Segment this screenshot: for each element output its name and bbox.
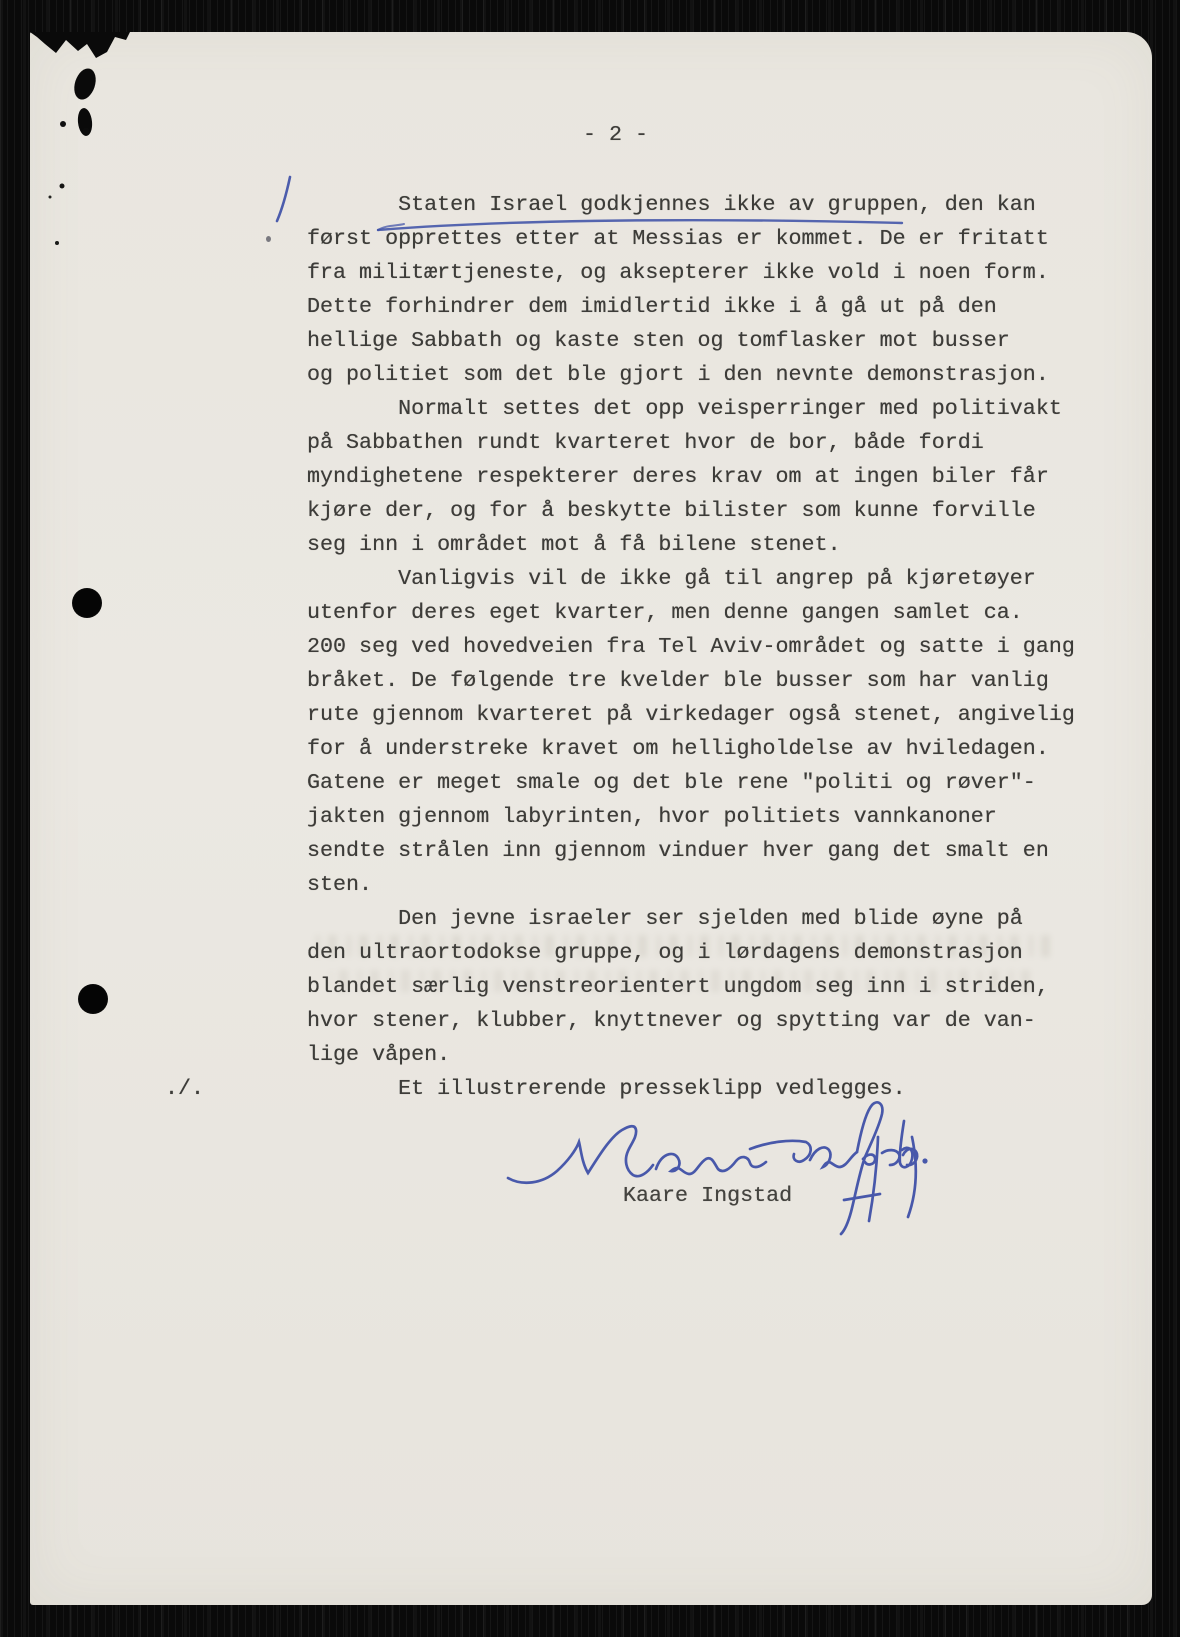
document-page xyxy=(30,32,1152,1605)
document-text-line: Et illustrerende presseklipp vedlegges. xyxy=(307,1076,906,1101)
document-text-line: utenfor deres eget kvarter, men denne gangen samlet ca. xyxy=(307,600,1023,625)
document-text-line: Den jevne israeler ser sjelden med blide øyne på xyxy=(307,906,1023,931)
document-text-line: først opprettes etter at Messias er kommet. De er fritatt xyxy=(307,226,1049,251)
page-number: - 2 - xyxy=(583,122,649,147)
document-text-line: hellige Sabbath og kaste sten og tomflasker mot busser xyxy=(307,328,1010,353)
document-text-line: kjøre der, og for å beskytte bilister som kunne forville xyxy=(307,498,1036,523)
document-body-text xyxy=(307,188,1075,1106)
punch-hole-top xyxy=(72,588,102,618)
document-text-line: rute gjennom kvarteret på virkedager også stenet, angivelig xyxy=(307,702,1075,727)
document-text-line: seg inn i området mot å få bilene stenet. xyxy=(307,532,841,557)
document-text-line: sendte strålen inn gjennom vinduer hver gang det smalt en xyxy=(307,838,1049,863)
document-text-line: på Sabbathen rundt kvarteret hvor de bor, både fordi xyxy=(307,430,984,455)
document-text-line: for å understreke kravet om helligholdelse av hviledagen. xyxy=(307,736,1049,761)
document-text-line: Staten Israel godkjennes ikke av gruppen, den kan xyxy=(307,192,1036,217)
margin-annotation: ./. xyxy=(165,1076,205,1101)
document-text-line: sten. xyxy=(307,872,373,897)
punch-hole-bottom xyxy=(78,984,108,1014)
document-text-line: jakten gjennom labyrinten, hvor politiets vannkanoner xyxy=(307,804,997,829)
document-text-line: myndighetene respekterer deres krav om at ingen biler får xyxy=(307,464,1049,489)
document-text-line: hvor stener, klubber, knyttnever og spytting var de van- xyxy=(307,1008,1036,1033)
pen-underline-annotation xyxy=(370,214,930,240)
signature-typed-name: Kaare Ingstad xyxy=(623,1183,793,1208)
document-text-line: og politiet som det ble gjort i den nevnte demonstrasjon. xyxy=(307,362,1049,387)
document-text-line: lige våpen. xyxy=(307,1042,451,1067)
torn-corner-damage xyxy=(30,32,180,272)
pen-slash-annotation xyxy=(265,167,315,237)
document-text-line: blandet særlig venstreorientert ungdom seg inn i striden, xyxy=(307,974,1049,999)
document-text-line: fra militærtjeneste, og aksepterer ikke vold i noen form. xyxy=(307,260,1049,285)
document-text-line: Dette forhindrer dem imidlertid ikke i å gå ut på den xyxy=(307,294,997,319)
document-text-line: Gatene er meget smale og det ble rene "politi og røver"- xyxy=(307,770,1036,795)
document-text-line: bråket. De følgende tre kvelder ble busser som har vanlig xyxy=(307,668,1049,693)
document-text-line: 200 seg ved hovedveien fra Tel Aviv-området og satte i gang xyxy=(307,634,1075,659)
document-text-line: Vanligvis vil de ikke gå til angrep på kjøretøyer xyxy=(307,566,1036,591)
document-text-line: Normalt settes det opp veisperringer med politivakt xyxy=(307,396,1062,421)
ink-speck xyxy=(266,236,271,242)
document-text-line: den ultraortodokse gruppe, og i lørdagens demonstrasjon xyxy=(307,940,1023,965)
